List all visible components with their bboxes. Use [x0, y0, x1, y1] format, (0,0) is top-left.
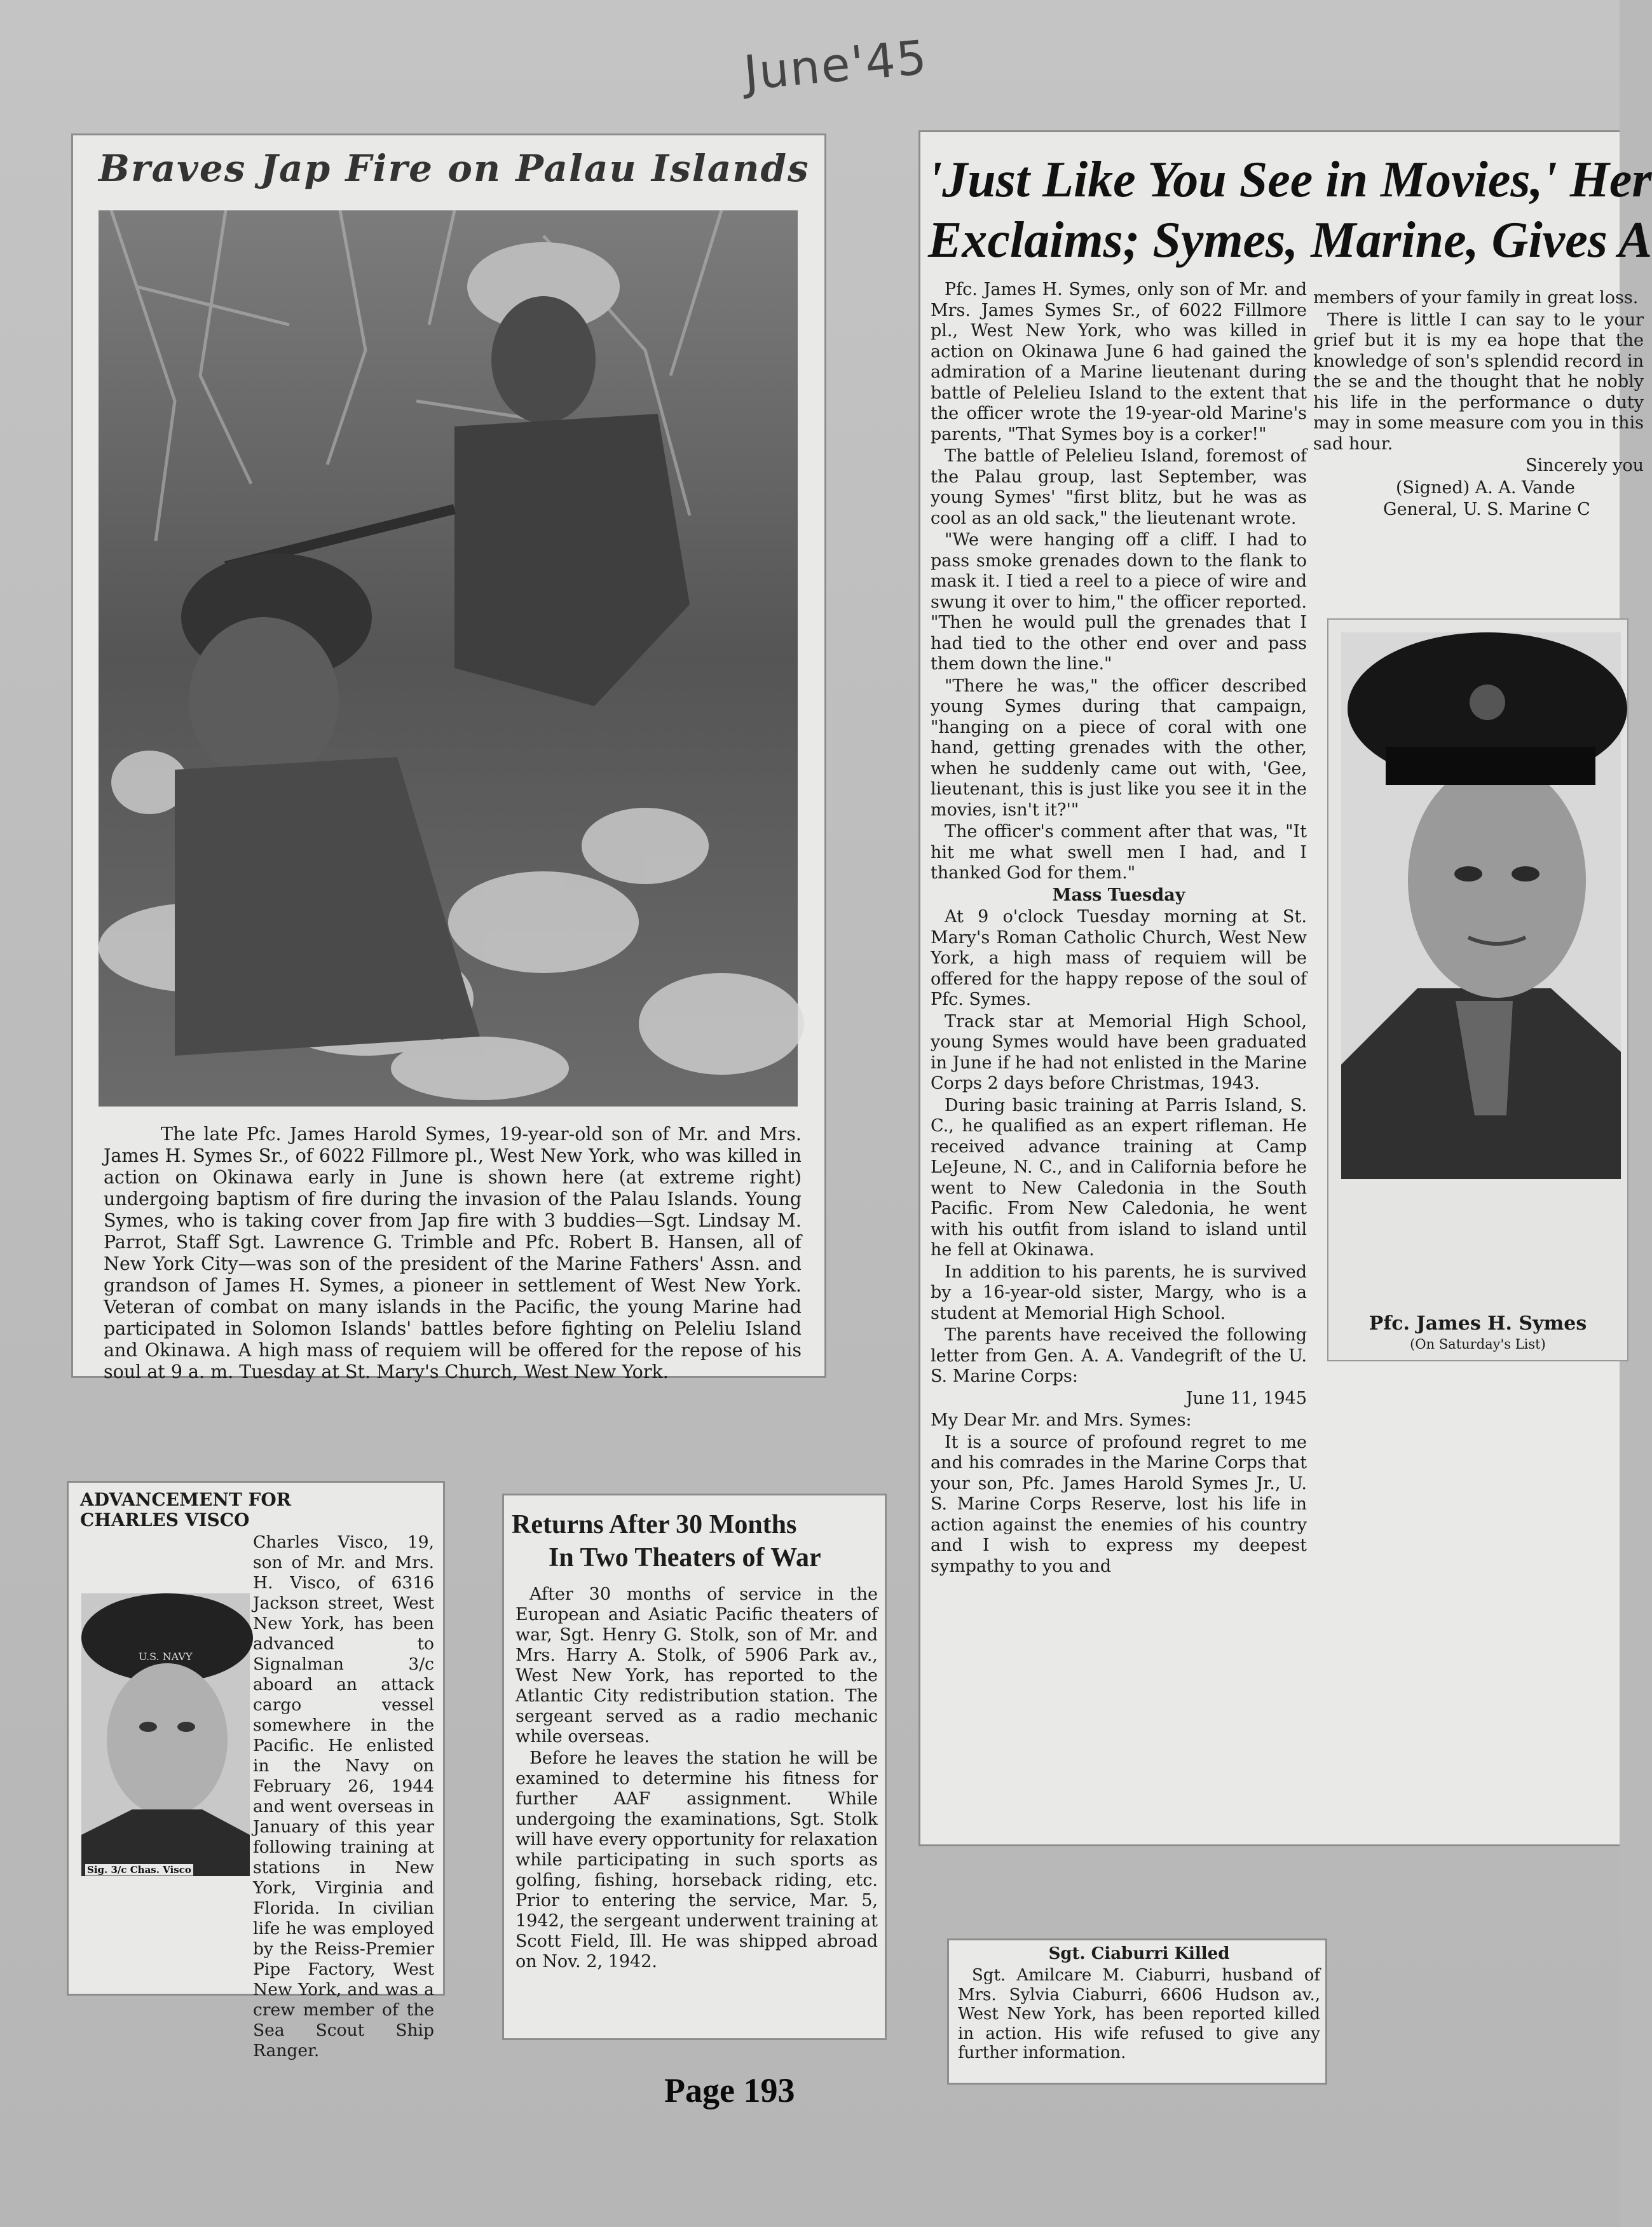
- ciaburri-body: Sgt. Amilcare M. Ciaburri, husband of Mrs. Sylvia Ciaburri, 6606 Hudson av., West New York, has been reported killed in action. His wife refused to give any further information.: [958, 1966, 1320, 2062]
- portrait-frame: [1327, 618, 1628, 1361]
- page-number: Page 193: [664, 2071, 795, 2109]
- movies-paragraph: "We were hanging off a cliff. I had to pass smoke grenades down to the flank to mask it. I tied a reel to a piece of wire and swung it over to him," the officer reported. "Then he would pull the grenades that I had tied to the other end over and pass them down the line.": [931, 530, 1307, 674]
- portrait-caption: Pfc. James H. Symes: [1369, 1312, 1587, 1335]
- letter-paragraph: It is a source of profound regret to me and his comrades in the Marine Corps that your son, Pfc. James Harold Symes Jr., U. S. Marine Corps Reserve, lost his life in action against the enemies of his country and I wish to express my deepest sympathy to you and: [931, 1432, 1307, 1576]
- palau-caption: The late Pfc. James Harold Symes, 19-year-old son of Mr. and Mrs. James H. Symes Sr., of 6022 Fillmore pl., West New York, who was killed in action on Okinawa early in June is shown here (at extreme right) undergoing baptism of fire during the invasion of the Palau Islands. Young Symes, who is taking cover from Jap fire with 3 buddies—Sgt. Lindsay M. Parrot, Staff Sgt. Lawrence G. Trimble and Pfc. Robert B. Hansen, all of New York City—was son of the president of the Marine Fathers' Assn. and grandson of James H. Symes, a pioneer in settlement of West New York. Veteran of combat on many islands in the Pacific, the young Marine had participated in Solomon Islands' battles before fighting on Peleliu Island and Okinawa. A high mass of requiem will be offered for the repose of his soul at 9 a. m. Tuesday at St. Mary's Church, West New York.: [104, 1124, 802, 1382]
- stolk-paragraph: Before he leaves the station he will be examined to determine his fitness for further AAF assignment. While undergoing the examinations, Sgt. Stolk will have every opportunity for relaxation while participating in such sports as golfing, fishing, horseback riding, etc. Prior to entering the service, Mar. 5, 1942, the sergeant underwent training at Scott Field, Ill. He was shipped abroad on Nov. 2, 1942.: [515, 1748, 878, 1972]
- palau-headline: Braves Jap Fire on Palau Islands: [99, 147, 810, 190]
- movies-paragraph: The battle of Pelelieu Island, foremost of the Palau group, last September, was young Symes' "first blitz, but he was as cool as an old sack," the lieutenant wrote.: [931, 446, 1307, 528]
- handwritten-date-note: June'45: [741, 30, 930, 101]
- movies-paragraph: "There he was," the officer described young Symes during that campaign, "hanging on a piece of coral with one hand, getting grenades with the other, when he suddenly came out with, 'Gee, lieutenant, this is just like you see it in the movies, isn't it?'": [931, 676, 1307, 820]
- palau-clipping: [71, 133, 826, 1382]
- visco-photo: [81, 1593, 250, 1876]
- movies-paragraph: Track star at Memorial High School, young Symes would have been graduated in June if he had not enlisted in the Marine Corps 2 days before Christmas, 1943.: [931, 1011, 1307, 1093]
- visco-headline-line2: CHARLES VISCO: [80, 1509, 250, 1530]
- letter-signed-title: General, U. S. Marine C: [1383, 500, 1590, 519]
- visco-headline-line1: ADVANCEMENT FOR: [80, 1489, 292, 1510]
- visco-photo-label: Sig. 3/c Chas. Visco: [85, 1864, 193, 1876]
- portrait-subcaption: (On Saturday's List): [1410, 1337, 1546, 1352]
- movies-paragraph: In addition to his parents, he is survived by a 16-year-old sister, Margy, who is a student at Memorial High School.: [931, 1262, 1307, 1323]
- movies-headline-line2: Exclaims; Symes, Marine, Gives A: [928, 212, 1652, 268]
- letter-signoff: Sincerely you: [1526, 456, 1644, 475]
- letter-signed: (Signed) A. A. Vande: [1396, 477, 1575, 498]
- movies-headline-line1: 'Just Like You See in Movies,' Her: [928, 152, 1652, 208]
- movies-paragraph: The officer's comment after that was, "It hit me what swell men I had, and I thanked God for them.": [931, 822, 1307, 883]
- mass-tuesday-subhead: Mass Tuesday: [1052, 885, 1185, 905]
- letter-continued: There is little I can say to le your grief but it is my ea hope that the knowledge of son's splendid record in the se and the thought that he nobly his life in the performance o duty may in some measure com you in this sad hour.: [1313, 310, 1644, 454]
- movies-clipping: [918, 130, 1652, 1846]
- navy-cap-text: U.S. NAVY: [139, 1651, 193, 1663]
- letter-date: June 11, 1945: [1185, 1388, 1307, 1408]
- stolk-body: [515, 1584, 878, 1973]
- portrait-illustration: [1341, 632, 1621, 1179]
- stolk-headline-line1: Returns After 30 Months: [512, 1510, 797, 1539]
- stolk-headline-line2: In Two Theaters of War: [549, 1543, 821, 1572]
- movies-paragraph: Pfc. James H. Symes, only son of Mr. and Mrs. James Symes Sr., of 6022 Fillmore pl., West New York, who was killed in action on Okinawa June 6 had gained the admiration of a Marine lieutenant during battle of Pelelieu Island to the extent that the officer wrote the 19-year-old Marine's parents, "That Symes boy is a corker!": [931, 280, 1307, 444]
- stolk-clipping: [502, 1494, 887, 2040]
- visco-clipping: [67, 1481, 445, 2060]
- movies-paragraph: At 9 o'clock Tuesday morning at St. Mary's Roman Catholic Church, West New York, a high mass of requiem will be offered for the happy repose of the soul of Pfc. Symes.: [931, 907, 1307, 1009]
- letter-continued: members of your family in great loss.: [1313, 288, 1639, 308]
- movies-paragraph: The parents have received the following letter from Gen. A. A. Vandegrift of the U. S. Marine Corps:: [931, 1325, 1307, 1386]
- ciaburri-clipping: [947, 1938, 1327, 2085]
- movies-paragraph: During basic training at Parris Island, S. C., he qualified as an expert rifleman. He received advance training at Camp LeJeune, N. C., and in California before he went to New Caledonia in the South Pacific. From New Caledonia, he went with his outfit from island to island until he fell at Okinawa.: [931, 1095, 1307, 1260]
- visco-photo-illustration: [81, 1593, 250, 1876]
- ciaburri-headline: Sgt. Ciaburri Killed: [1048, 1944, 1230, 1963]
- combat-photo-illustration: [99, 210, 798, 1107]
- marines-combat-photo: [99, 210, 798, 1107]
- visco-body: Charles Visco, 19, son of Mr. and Mrs. H. Visco, of 6316 Jackson street, West New York, has been advanced to Signalman 3/c aboard an attack cargo vessel somewhere in the Pacific. He enlisted in the Navy on February 26, 1944 and went overseas in January of this year following training at stations in New York, Virginia and Florida. In civilian life he was employed by the Reiss-Premier Pipe Factory, West New York, and was a crew member of the Sea Scout Ship Ranger.: [253, 1532, 434, 2060]
- symes-portrait-photo: [1341, 632, 1621, 1179]
- stolk-paragraph: After 30 months of service in the European and Asiatic Pacific theaters of war, Sgt. Henry G. Stolk, son of Mr. and Mrs. Harry A. Stolk, of 5906 Park av., West New York, has reported to the Atlantic City redistribution station. The sergeant served as a radio mechanic while overseas.: [515, 1584, 878, 1747]
- movies-main-column: [931, 280, 1307, 1578]
- movies-right-column: [1313, 288, 1644, 522]
- letter-salutation: My Dear Mr. and Mrs. Symes:: [931, 1410, 1192, 1430]
